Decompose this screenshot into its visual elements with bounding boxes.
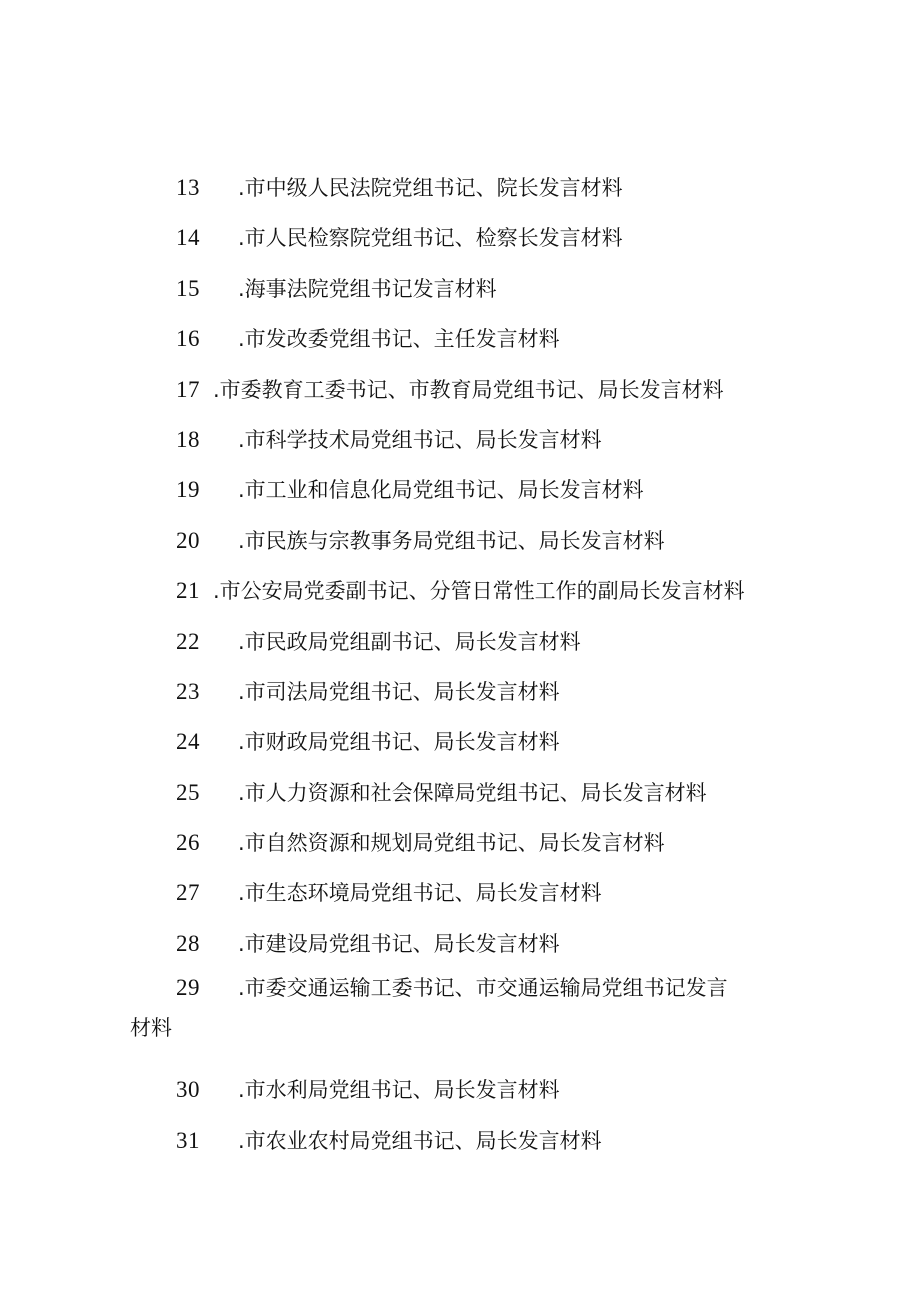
item-number: 19 [176,477,200,503]
item-text: .市委交通运输工委书记、市交通运输局党组书记发言 [238,976,728,1001]
item-text: .市中级人民法院党组书记、院长发言材料 [238,176,623,200]
item-text: .市农业农村局党组书记、局长发言材料 [238,1128,602,1153]
item-number: 21 [176,578,200,604]
item-text: .市水利局党组书记、局长发言材料 [238,1078,560,1103]
item-number: 17 [176,376,200,402]
list-item [0,672,920,722]
item-text-continuation: 材料 [130,1016,172,1041]
item-number: 31 [176,1127,200,1153]
list-item [0,319,920,369]
item-text: .市人民检察院党组书记、检察长发言材料 [238,226,623,251]
list-item [0,370,920,420]
list-item [0,974,920,1070]
material-list [0,168,920,1171]
item-text: .市委教育工委书记、市教育局党组书记、局长发言材料 [213,377,724,402]
item-text: .市财政局党组书记、局长发言材料 [238,730,560,755]
item-text: .市建设局党组书记、局长发言材料 [238,931,560,956]
list-item [0,571,920,621]
list-item [0,722,920,772]
item-number: 23 [176,678,200,704]
list-item [0,218,920,268]
item-text: .市发改委党组书记、主任发言材料 [238,327,560,352]
item-number: 14 [176,225,200,251]
list-item [0,168,920,218]
list-item [0,924,920,974]
item-number: 22 [176,628,200,654]
item-text: .海事法院党组书记发言材料 [238,276,497,301]
item-number: 24 [176,729,200,755]
item-text: .市科学技术局党组书记、局长发言材料 [238,427,602,452]
list-item [0,1070,920,1120]
item-number: 27 [176,880,200,906]
item-text: .市生态环境局党组书记、局长发言材料 [238,881,602,906]
item-number: 20 [176,527,200,553]
item-text: .市工业和信息化局党组书记、局长发言材料 [238,478,644,503]
list-item [0,420,920,470]
item-number: 13 [176,175,200,200]
item-text: .市公安局党委副书记、分管日常性工作的副局长发言材料 [213,579,745,604]
list-item [0,470,920,520]
item-number: 30 [176,1077,200,1103]
item-number: 29 [176,975,200,1001]
list-item [0,773,920,823]
item-text: .市司法局党组书记、局长发言材料 [238,679,560,704]
item-number: 25 [176,779,200,805]
list-item [0,521,920,571]
list-item [0,269,920,319]
item-text: .市民政局党组副书记、局长发言材料 [238,629,581,654]
item-text: .市自然资源和规划局党组书记、局长发言材料 [238,831,665,856]
list-item [0,622,920,672]
item-number: 15 [176,275,200,301]
list-item [0,873,920,923]
item-number: 26 [176,830,200,856]
item-number: 16 [176,326,200,352]
item-text: .市民族与宗教事务局党组书记、局长发言材料 [238,528,665,553]
list-item [0,823,920,873]
item-text: .市人力资源和社会保障局党组书记、局长发言材料 [238,780,707,805]
item-number: 28 [176,930,200,956]
item-number: 18 [176,426,200,452]
list-item [0,1121,920,1171]
